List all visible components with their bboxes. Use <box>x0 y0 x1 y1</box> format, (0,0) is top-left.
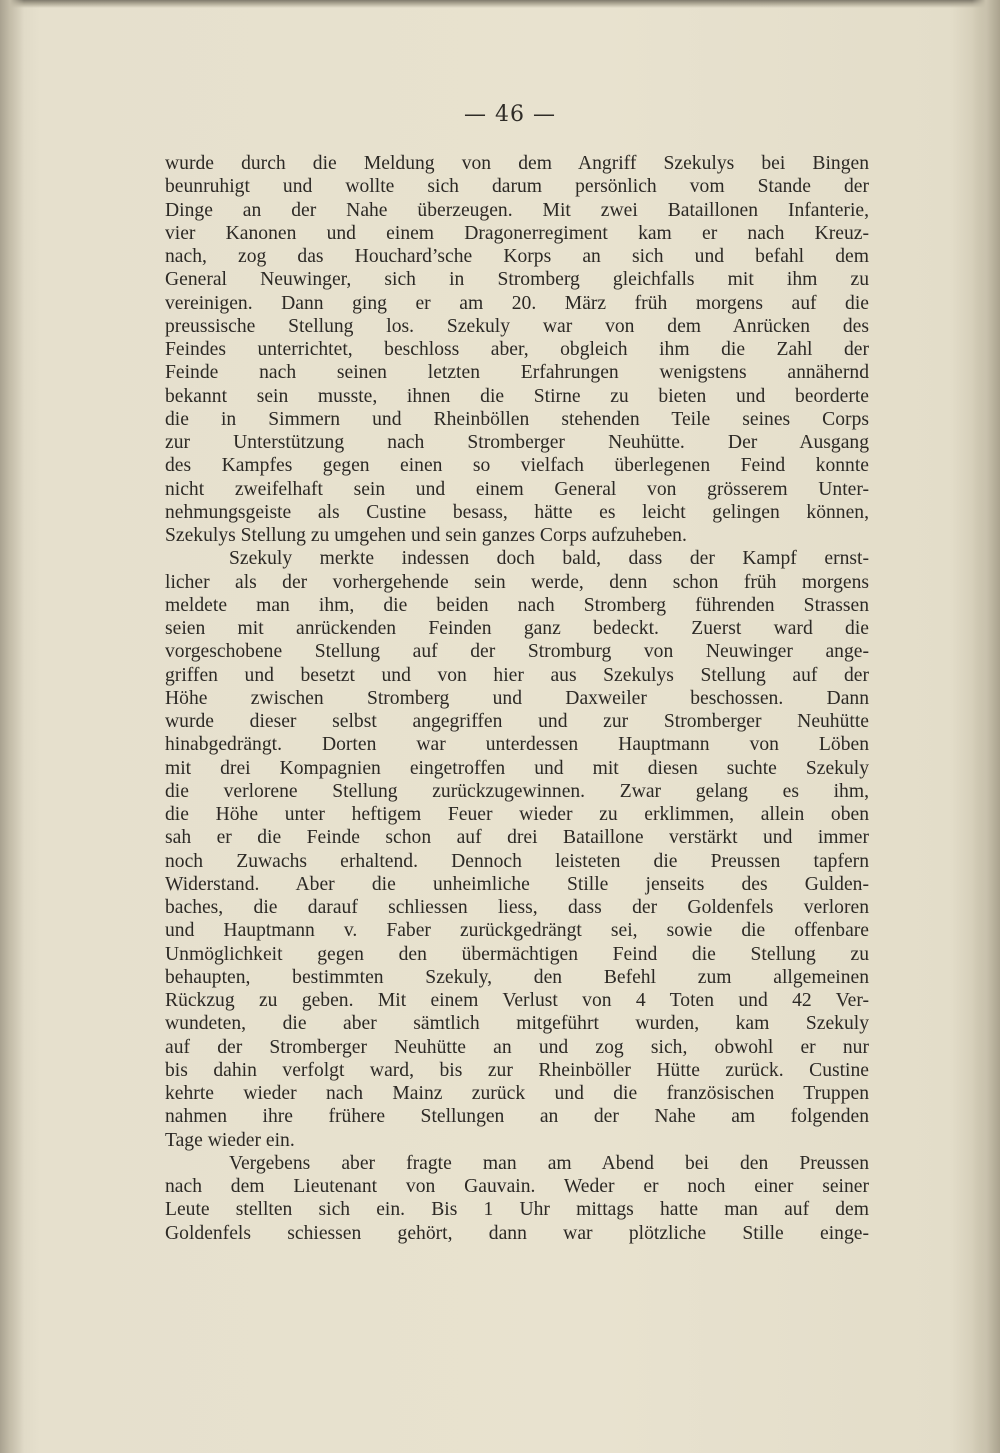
text-line: nahmen ihre frühere Stellungen an der Nahe am folgenden <box>165 1106 869 1128</box>
text-line: beunruhigt und wollte sich darum persönlich vom Stande der <box>165 176 869 198</box>
text-line: meldete man ihm, die beiden nach Stromberg führenden Strassen <box>165 594 869 616</box>
text-line: licher als der vorhergehende sein werde, denn schon früh morgens <box>165 571 869 593</box>
body-text <box>165 152 869 1245</box>
text-line: nicht zweifelhaft sein und einem General von grösserem Unter- <box>165 478 869 500</box>
text-line: nach dem Lieutenant von Gauvain. Weder er noch einer seiner <box>165 1176 869 1197</box>
text-line: baches, die darauf schliessen liess, dass der Goldenfels verloren <box>165 897 869 918</box>
text-line: vorgeschobene Stellung auf der Stromburg von Neuwinger ange- <box>165 641 869 663</box>
text-line: die in Simmern und Rheinböllen stehenden Teile seines Corps <box>165 408 869 430</box>
text-line: Szekulys Stellung zu umgehen und sein ganzes Corps aufzuheben. <box>165 525 687 546</box>
text-line: die verlorene Stellung zurückzugewinnen. Zwar gelang es ihm, <box>165 780 869 802</box>
page-number: — 46 — <box>464 102 556 127</box>
text-line: Widerstand. Aber die unheimliche Stille jenseits des Gulden- <box>165 873 869 895</box>
text-line: Höhe zwischen Stromberg und Daxweiler beschossen. Dann <box>165 687 869 709</box>
text-line: Leute stellten sich ein. Bis 1 Uhr mittags hatte man auf dem <box>165 1199 869 1221</box>
text-line: des Kampfes gegen einen so vielfach überlegenen Feind konnte <box>165 455 869 477</box>
text-line: nehmungsgeiste als Custine besass, hätte es leicht gelingen können, <box>165 501 869 523</box>
text-line: preussische Stellung los. Szekuly war von dem Anrücken des <box>165 315 869 337</box>
text-line: vier Kanonen und einem Dragonerregiment kam er nach Kreuz- <box>165 222 869 244</box>
text-line: vereinigen. Dann ging er am 20. März früh morgens auf die <box>165 292 869 314</box>
text-line: mit drei Kompagnien eingetroffen und mit diesen suchte Szekuly <box>165 757 869 779</box>
text-line: behaupten, bestimmten Szekuly, den Befehl zum allgemeinen <box>165 966 869 988</box>
text-line: und Hauptmann v. Faber zurückgedrängt sei, sowie die offenbare <box>165 920 869 942</box>
text-line: nach, zog das Houchard’sche Korps an sich und befahl dem <box>165 246 869 267</box>
page-top-edge <box>0 0 1000 8</box>
text-line: noch Zuwachs erhaltend. Dennoch leisteten die Preussen tapfern <box>165 850 869 872</box>
text-line: wurde dieser selbst angegriffen und zur Stromberger Neuhütte <box>165 711 869 732</box>
text-line: hinabgedrängt. Dorten war unterdessen Hauptmann von Löben <box>165 734 869 756</box>
text-line: Szekuly merkte indessen doch bald, dass der Kampf ernst- <box>229 548 869 570</box>
page-right-edge <box>972 0 1000 1453</box>
text-line: Goldenfels schiessen gehört, dann war plötzliche Stille einge- <box>165 1222 869 1244</box>
text-line: Feindes unterrichtet, beschloss aber, obgleich ihm die Zahl der <box>165 339 869 360</box>
text-line: Vergebens aber fragte man am Abend bei den Preussen <box>229 1152 869 1174</box>
text-line: General Neuwinger, sich in Stromberg gleichfalls mit ihm zu <box>165 269 869 291</box>
text-line: kehrte wieder nach Mainz zurück und die französischen Truppen <box>165 1083 869 1104</box>
page-gutter-shadow <box>0 0 24 1453</box>
text-line: Feinde nach seinen letzten Erfahrungen wenigstens annähernd <box>165 362 869 384</box>
text-line: Tage wieder ein. <box>165 1129 295 1151</box>
text-line: seien mit anrückenden Feinden ganz bedeckt. Zuerst ward die <box>165 618 869 639</box>
text-line: wundeten, die aber sämtlich mitgeführt wurden, kam Szekuly <box>165 1013 869 1035</box>
text-line: zur Unterstützung nach Stromberger Neuhütte. Der Ausgang <box>165 432 869 453</box>
text-line: auf der Stromberger Neuhütte an und zog sich, obwohl er nur <box>165 1036 869 1058</box>
text-line: bekannt sein musste, ihnen die Stirne zu bieten und beorderte <box>165 385 869 407</box>
text-line: Unmöglichkeit gegen den übermächtigen Feind die Stellung zu <box>165 943 869 965</box>
text-line: sah er die Feinde schon auf drei Bataillone verstärkt und immer <box>165 827 869 849</box>
text-line: die Höhe unter heftigem Feuer wieder zu erklimmen, allein oben <box>165 804 869 825</box>
text-line: Dinge an der Nahe überzeugen. Mit zwei Bataillonen Infanterie, <box>165 199 869 221</box>
text-line: Rückzug zu geben. Mit einem Verlust von 4 Toten und 42 Ver- <box>165 990 869 1011</box>
text-line: bis dahin verfolgt ward, bis zur Rheinböller Hütte zurück. Custine <box>165 1059 869 1081</box>
text-line: griffen und besetzt und von hier aus Szekulys Stellung auf der <box>165 664 869 686</box>
text-line: wurde durch die Meldung von dem Angriff Szekulys bei Bingen <box>165 153 869 174</box>
